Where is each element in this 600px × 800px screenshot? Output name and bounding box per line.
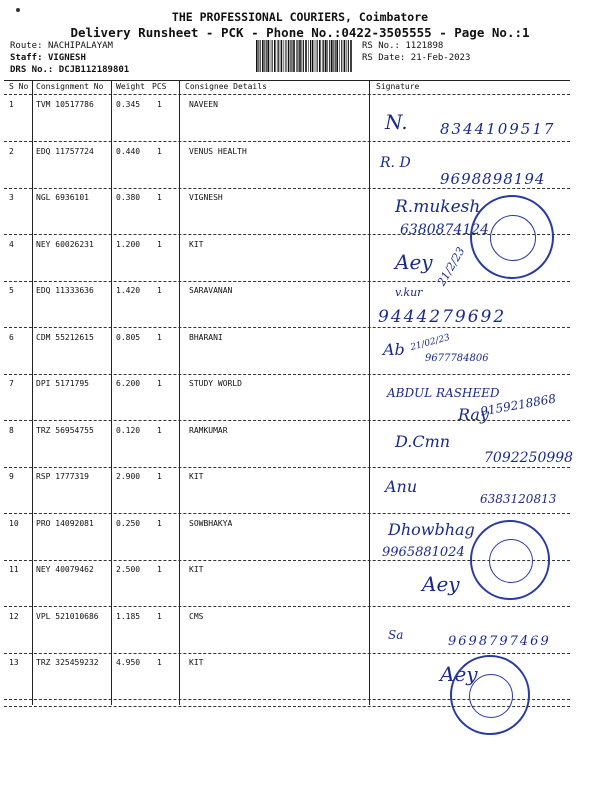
handwritten-phone-5: 9444279692 <box>378 307 507 327</box>
barcode-bar <box>293 40 295 72</box>
signature-9: Anu <box>385 477 418 496</box>
signature-7: Ray <box>458 405 489 424</box>
barcode-bar <box>339 40 340 72</box>
row-sno: 2 <box>9 147 14 156</box>
institution-stamp <box>450 655 530 735</box>
row-separator <box>4 374 570 375</box>
row-consignee: STUDY WORLD <box>189 379 242 388</box>
barcode-bar <box>264 40 265 72</box>
barcode-bar <box>258 40 259 72</box>
col-pcs-header: PCS <box>152 82 167 91</box>
row-pcs: 1 <box>157 658 162 667</box>
table-row <box>0 147 600 161</box>
handwritten-date-6: 21/02/23 <box>409 332 452 354</box>
row-consignment-no: DPI 5171795 <box>36 379 89 388</box>
row-separator <box>4 188 570 189</box>
row-sno: 1 <box>9 100 14 109</box>
barcode-bar <box>303 40 304 72</box>
row-weight: 4.950 <box>116 658 141 667</box>
handwritten-phone-12: 9698797469 <box>448 634 551 649</box>
rs-no-label: RS No.: <box>362 41 400 51</box>
barcode-bar <box>348 40 349 72</box>
barcode-bar <box>325 40 327 72</box>
row-sno: 9 <box>9 472 14 481</box>
row-consignment-no: NEY 60026231 <box>36 240 94 249</box>
row-pcs: 1 <box>157 240 162 249</box>
row-separator <box>4 281 570 282</box>
handwritten-name-3: R.mukesh <box>395 197 481 217</box>
staff-value: VIGNESH <box>47 53 86 63</box>
signature-10: Dhowbhag <box>388 520 475 539</box>
row-consignee: KIT <box>189 658 204 667</box>
barcode-bar <box>315 40 316 72</box>
row-consignment-no: TRZ 56954755 <box>36 426 94 435</box>
row-weight: 6.200 <box>116 379 141 388</box>
row-consignee: KIT <box>189 240 204 249</box>
handwritten-phone-8: 7092250998 <box>484 450 574 466</box>
row-consignee: KIT <box>189 472 204 481</box>
barcode-bar <box>317 40 318 72</box>
barcode-bar <box>296 40 297 72</box>
row-separator <box>4 513 570 514</box>
barcode-bar <box>312 40 314 72</box>
row-sno: 10 <box>9 519 19 528</box>
barcode-bar <box>302 40 303 72</box>
handwritten-phone-7: 9159218868 <box>479 391 557 419</box>
institution-stamp <box>470 520 550 600</box>
signature-5: v.kur <box>395 286 423 299</box>
table-row <box>0 100 600 114</box>
row-consignee: SOWBHAKYA <box>189 519 233 528</box>
row-pcs: 1 <box>157 286 162 295</box>
drs-value: DCJB112189801 <box>58 65 130 75</box>
barcode-bar <box>272 40 273 72</box>
row-consignment-no: RSP 1777319 <box>36 472 89 481</box>
row-pcs: 1 <box>157 472 162 481</box>
barcode-bar <box>266 40 267 72</box>
row-weight: 0.440 <box>116 147 141 156</box>
row-separator <box>4 606 570 607</box>
barcode-bar <box>299 40 301 72</box>
barcode-bar <box>262 40 264 72</box>
rs-no-line <box>362 41 443 52</box>
row-consignment-no: EDQ 11757724 <box>36 147 94 156</box>
barcode-bar <box>281 40 283 72</box>
barcode-bar <box>323 40 324 72</box>
table-row <box>0 426 600 440</box>
row-consignee: VENUS HEALTH <box>189 147 247 156</box>
signature-4: Aey <box>395 250 433 274</box>
row-consignee: SARAVANAN <box>189 286 233 295</box>
header-rule <box>4 94 570 95</box>
handwritten-phone-6: 9677784806 <box>425 353 489 364</box>
runsheet-subtitle: Delivery Runsheet - PCK - Phone No.:0422-3505555 - Page No.:1 <box>70 25 530 40</box>
row-weight: 1.420 <box>116 286 141 295</box>
barcode <box>255 40 355 72</box>
col-consignee-header: Consignee Details <box>185 82 267 91</box>
row-sno: 12 <box>9 612 19 621</box>
row-sno: 11 <box>9 565 19 574</box>
barcode-bar <box>333 40 334 72</box>
barcode-bar <box>267 40 269 72</box>
signature-11: Aey <box>422 572 460 596</box>
barcode-bar <box>336 40 338 72</box>
signature-8: D.Cmn <box>395 432 451 451</box>
row-pcs: 1 <box>157 519 162 528</box>
table-top-rule <box>4 80 570 81</box>
barcode-bar <box>290 40 291 72</box>
stamp-ring <box>489 539 534 584</box>
row-consignee: VIGNESH <box>189 193 223 202</box>
barcode-bar <box>308 40 309 72</box>
row-pcs: 1 <box>157 193 162 202</box>
barcode-bar <box>274 40 276 72</box>
col-consignment-header: Consignment No <box>36 82 104 91</box>
row-weight: 2.900 <box>116 472 141 481</box>
row-consignment-no: EDQ 11333636 <box>36 286 94 295</box>
row-sno: 8 <box>9 426 14 435</box>
signature-2: R. D <box>380 155 411 171</box>
row-consignment-no: TRZ 325459232 <box>36 658 99 667</box>
row-weight: 0.120 <box>116 426 141 435</box>
route-value: NACHIPALAYAM <box>47 41 113 51</box>
row-weight: 0.250 <box>116 519 141 528</box>
handwritten-phone-10: 9965881024 <box>382 545 465 560</box>
row-weight: 0.380 <box>116 193 141 202</box>
barcode-bar <box>270 40 271 72</box>
row-separator <box>4 327 570 328</box>
row-consignee: KIT <box>189 565 204 574</box>
barcode-bar <box>305 40 307 72</box>
row-weight: 0.345 <box>116 100 141 109</box>
barcode-bar <box>284 40 285 72</box>
drs-line <box>10 65 129 76</box>
signature-13: Aey <box>440 662 478 686</box>
row-consignee: RAMKUMAR <box>189 426 228 435</box>
barcode-bar <box>344 40 346 72</box>
barcode-bar <box>346 40 347 72</box>
barcode-bar <box>285 40 286 72</box>
rs-no-value: 1121898 <box>405 41 444 51</box>
barcode-bar <box>329 40 330 72</box>
row-pcs: 1 <box>157 426 162 435</box>
row-consignee: CMS <box>189 612 204 621</box>
table-row <box>0 472 600 486</box>
row-consignment-no: VPL 521010686 <box>36 612 99 621</box>
row-consignee: NAVEEN <box>189 100 218 109</box>
row-pcs: 1 <box>157 379 162 388</box>
handwritten-phone-2: 9698898194 <box>440 170 546 188</box>
barcode-bar <box>256 40 258 72</box>
row-pcs: 1 <box>157 100 162 109</box>
rs-date-line <box>362 53 470 64</box>
row-consignee: BHARANI <box>189 333 223 342</box>
institution-stamp <box>470 195 554 279</box>
barcode-bar <box>350 40 352 72</box>
row-sno: 3 <box>9 193 14 202</box>
row-consignment-no: CDM 55212615 <box>36 333 94 342</box>
barcode-bar <box>331 40 333 72</box>
row-consignment-no: NEY 40079462 <box>36 565 94 574</box>
route-line <box>10 41 113 52</box>
barcode-bar <box>322 40 323 72</box>
stamp-ring <box>469 674 514 719</box>
barcode-bar <box>260 40 261 72</box>
col-signature-header: Signature <box>376 82 420 91</box>
handwritten-name-7: ABDUL RASHEED <box>387 386 500 400</box>
row-consignment-no: NGL 6936101 <box>36 193 89 202</box>
row-sno: 6 <box>9 333 14 342</box>
table-row <box>0 612 600 626</box>
row-weight: 0.805 <box>116 333 141 342</box>
signature-1: N. <box>385 110 408 134</box>
row-separator <box>4 467 570 468</box>
row-consignment-no: PRO 14092081 <box>36 519 94 528</box>
staff-label: Staff: <box>10 53 43 63</box>
row-weight: 1.185 <box>116 612 141 621</box>
barcode-bar <box>288 40 290 72</box>
barcode-bar <box>291 40 292 72</box>
drs-label: DRS No.: <box>10 65 54 75</box>
table-row <box>0 333 600 347</box>
barcode-bar <box>278 40 279 72</box>
staff-line <box>10 53 86 64</box>
handwritten-phone-3: 6380874124 <box>400 222 490 238</box>
row-pcs: 1 <box>157 612 162 621</box>
row-sno: 5 <box>9 286 14 295</box>
row-consignment-no: TVM 10517786 <box>36 100 94 109</box>
row-weight: 1.200 <box>116 240 141 249</box>
barcode-bar <box>297 40 298 72</box>
table-bottom-rule <box>4 706 570 707</box>
handwritten-date-4: 21/2/23 <box>434 244 468 289</box>
row-sno: 4 <box>9 240 14 249</box>
row-sno: 7 <box>9 379 14 388</box>
col-sno-header: S No <box>9 82 29 91</box>
barcode-bar <box>327 40 328 72</box>
col-weight-header: Weight <box>116 82 145 91</box>
barcode-bar <box>335 40 336 72</box>
rs-date-value: 21-Feb-2023 <box>410 53 471 63</box>
company-title: THE PROFESSIONAL COURIERS, Coimbatore <box>171 10 429 24</box>
row-pcs: 1 <box>157 147 162 156</box>
barcode-bar <box>310 40 311 72</box>
row-sno: 13 <box>9 658 19 667</box>
row-pcs: 1 <box>157 333 162 342</box>
handwritten-phone-1: 8344109517 <box>440 120 556 138</box>
route-label: Route: <box>10 41 43 51</box>
signature-6: Ab <box>383 340 405 359</box>
row-separator <box>4 141 570 142</box>
rs-date-label: RS Date: <box>362 53 406 63</box>
stamp-ring <box>490 215 537 262</box>
table-row <box>0 379 600 393</box>
row-pcs: 1 <box>157 565 162 574</box>
signature-12: Sa <box>388 628 404 642</box>
barcode-bar <box>319 40 321 72</box>
table-row <box>0 286 600 300</box>
row-separator <box>4 653 570 654</box>
row-weight: 2.500 <box>116 565 141 574</box>
handwritten-phone-9: 6383120813 <box>480 492 557 506</box>
barcode-bar <box>277 40 278 72</box>
barcode-bar <box>341 40 342 72</box>
